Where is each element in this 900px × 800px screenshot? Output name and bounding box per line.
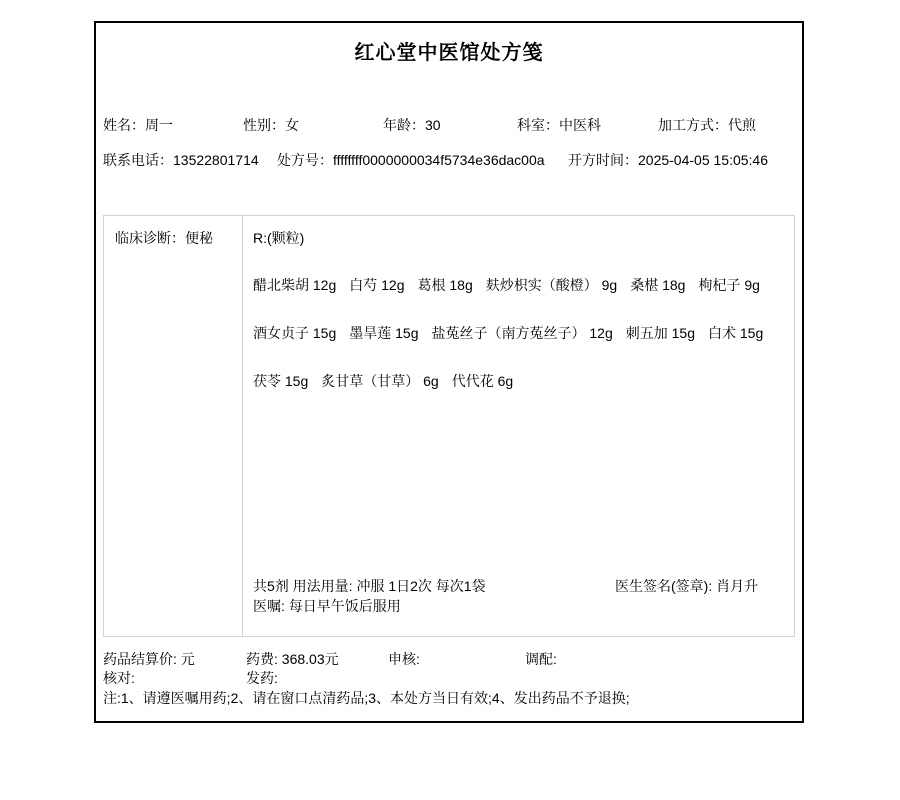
contact-phone-field: 联系电话：13522801714 (103, 152, 259, 168)
herb-item: 葛根 18g (417, 277, 473, 293)
herb-item: 桑椹 18g (630, 277, 686, 293)
prescription-table (103, 215, 795, 637)
clinical-diagnosis-cell (104, 216, 243, 636)
herb-item: 麸炒枳实（酸橙） 9g (485, 277, 618, 293)
review-field: 申核: (388, 651, 420, 667)
medicine-fee-field: 药费: 368.03元 (246, 651, 339, 667)
department-field: 科室：中医科 (517, 117, 601, 133)
dosage-usage-text: 共5剂 用法用量: 冲服 1日2次 每次1袋 (253, 578, 486, 594)
clinical-diagnosis-text: 临床诊断：便秘 (115, 230, 213, 246)
prescription-number-field: 处方号：ffffffff0000000034f5734e36dac00a (277, 152, 545, 168)
herb-line (253, 323, 763, 343)
herb-item: 墨旱莲 15g (349, 325, 419, 341)
patient-age-field: 年龄：30 (383, 117, 441, 133)
settlement-price-field: 药品结算价: 元 (103, 651, 195, 667)
herb-line (253, 275, 760, 295)
herb-item: 代代花 6g (451, 373, 514, 389)
herb-item: 盐菟丝子（南方菟丝子） 12g (431, 325, 613, 341)
patient-gender-field: 性别：女 (243, 117, 299, 133)
dispense-field: 发药: (246, 670, 278, 686)
rx-form-header: R:(颗粒) (253, 230, 305, 246)
herb-item: 酒女贞子 15g (253, 325, 337, 341)
check-field: 核对: (103, 670, 135, 686)
herb-item: 醋北柴胡 12g (253, 277, 337, 293)
document-title: 红心堂中医馆处方笺 (354, 42, 544, 64)
processing-method-field: 加工方式：代煎 (658, 117, 756, 133)
herb-line (253, 371, 513, 391)
herb-item: 炙甘草（甘草） 6g (321, 373, 439, 389)
footer-note: 注:1、请遵医嘱用药;2、请在窗口点清药品;3、本处方当日有效;4、发出药品不予退换; (103, 690, 630, 706)
issue-time-field: 开方时间：2025-04-05 15:05:46 (568, 152, 768, 168)
patient-name-field: 姓名：周一 (103, 117, 173, 133)
doctor-advice-text: 医嘱: 每日早午饭后服用 (253, 598, 401, 614)
herb-item: 茯苓 15g (253, 373, 309, 389)
prescription-document (94, 21, 804, 723)
compound-field: 调配: (525, 651, 557, 667)
prescription-content-cell (243, 216, 794, 636)
doctor-signature: 医生签名(签章): 肖月升 (615, 578, 759, 594)
herb-item: 白芍 12g (349, 277, 405, 293)
herb-item: 白术 15g (708, 325, 764, 341)
herb-item: 枸杞子 9g (698, 277, 760, 293)
herb-item: 刺五加 15g (625, 325, 695, 341)
